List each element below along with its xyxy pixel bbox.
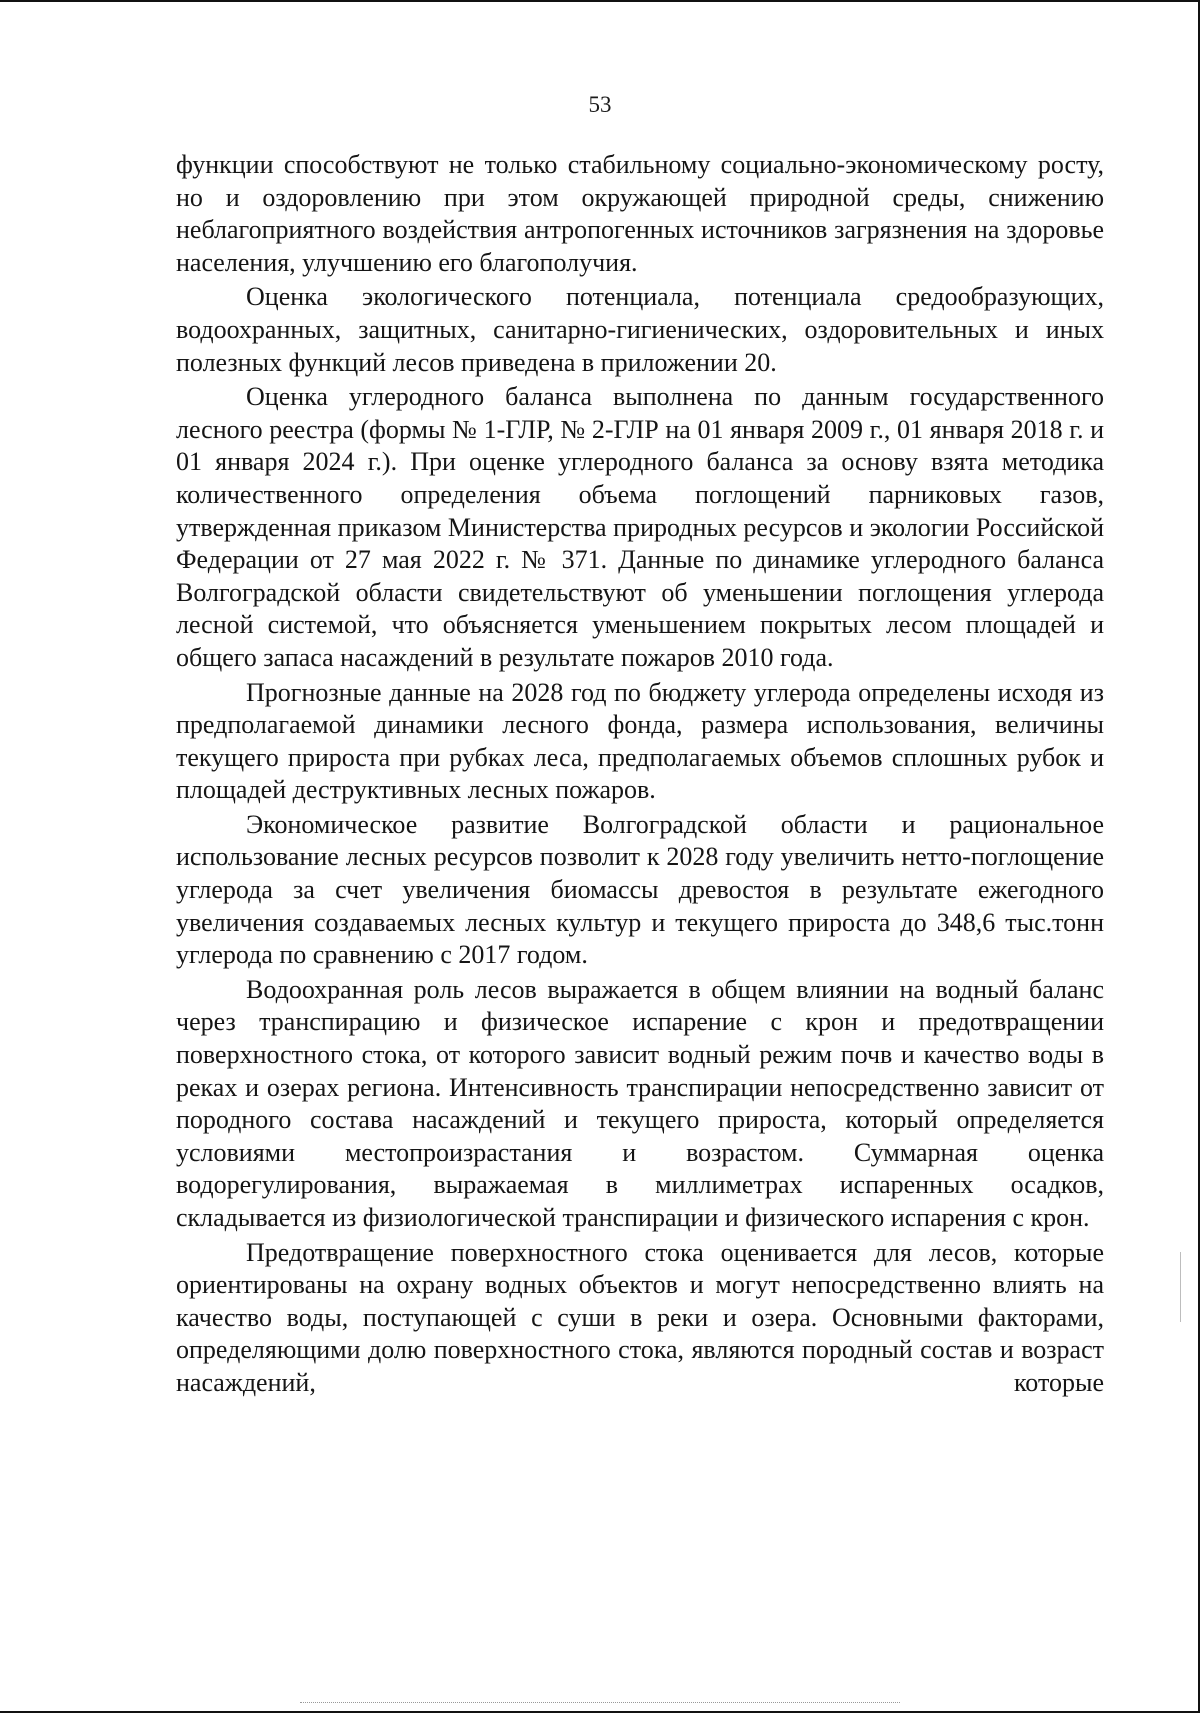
paragraph-carbon-balance: Оценка углеродного баланса выполнена по данным государственного лесного реестра (формы № 1-ГЛР, № 2-ГЛР на 01 января 2009 г., 01 января 2018 г. и 01 января 2024 г.). При оценке углеродного баланса за основу взята методика количественного определения объема поглощений парниковых газов, утвержденная приказом Министерства природных ресурсов и экологии Российской Федерации от 27 мая 2022 г. № 371. Данные по динамике углеродного баланса Волгоградской области свидетельствуют об уменьшении поглощения углерода лесной системой, что объясняется уменьшением покрытых лесом площадей и общего запаса насаждений в результате пожаров 2010 года. — [176, 382, 1104, 672]
paragraph-economic-development: Экономическое развитие Волгоградской области и рациональное использование лесных ресурсов позволит к 2028 году увеличить нетто-поглощение углерода за счет увеличения биомассы древостоя в результате ежегодного увеличения создаваемых лесных культур и текущего прироста до 348,6 тыс.тонн углерода по сравнению с 2017 годом. — [176, 809, 1104, 970]
paragraph-continued-functions: функции способствуют не только стабильному социально-экономическому росту, но и оздоровлению при этом окружающей природной среды, снижению неблагоприятного воздействия антропогенных источников загрязнения на здоровье населения, улучшению его благополучия. — [176, 150, 1104, 277]
scan-margin-mark — [1180, 1252, 1181, 1322]
page-number: 53 — [588, 92, 612, 117]
paragraph-ecological-potential: Оценка экологического потенциала, потенциала средообразующих, водоохранных, защитных, санитарно-гигиенических, оздоровительных и иных полезных функций лесов приведена в приложении 20. — [176, 282, 1104, 377]
paragraph-water-protection: Водоохранная роль лесов выражается в общем влиянии на водный баланс через транспирацию и физическое испарение с крон и предотвращении поверхностного стока, от которого зависит водный режим почв и качество воды в реках и озерах региона. Интенсивность транспирации непосредственно зависит от породного состава насаждений и текущего прироста, который определяется условиями местопроизрастания и возрастом. Суммарная оценка водорегулирования, выражаемая в миллиметрах испаренных осадков, складывается из физиологической транспирации и физического испарения с крон. — [176, 974, 1104, 1232]
paragraph-surface-runoff: Предотвращение поверхностного стока оценивается для лесов, которые ориентированы на охрану водных объектов и могут непосредственно влиять на качество воды, поступающей с суши в реки и озера. Основными факторами, определяющими долю поверхностного стока, являются породный состав и возраст насаждений, которые — [176, 1237, 1104, 1397]
paragraph-forecast-2028: Прогнозные данные на 2028 год по бюджету углерода определены исходя из предполагаемой динамики лесного фонда, размера использования, величины текущего прироста при рубках леса, предполагаемых объемов сплошных рубок и площадей деструктивных лесных пожаров. — [176, 677, 1104, 805]
document-body — [176, 149, 1104, 1402]
scan-bottom-artifact — [300, 1702, 900, 1705]
